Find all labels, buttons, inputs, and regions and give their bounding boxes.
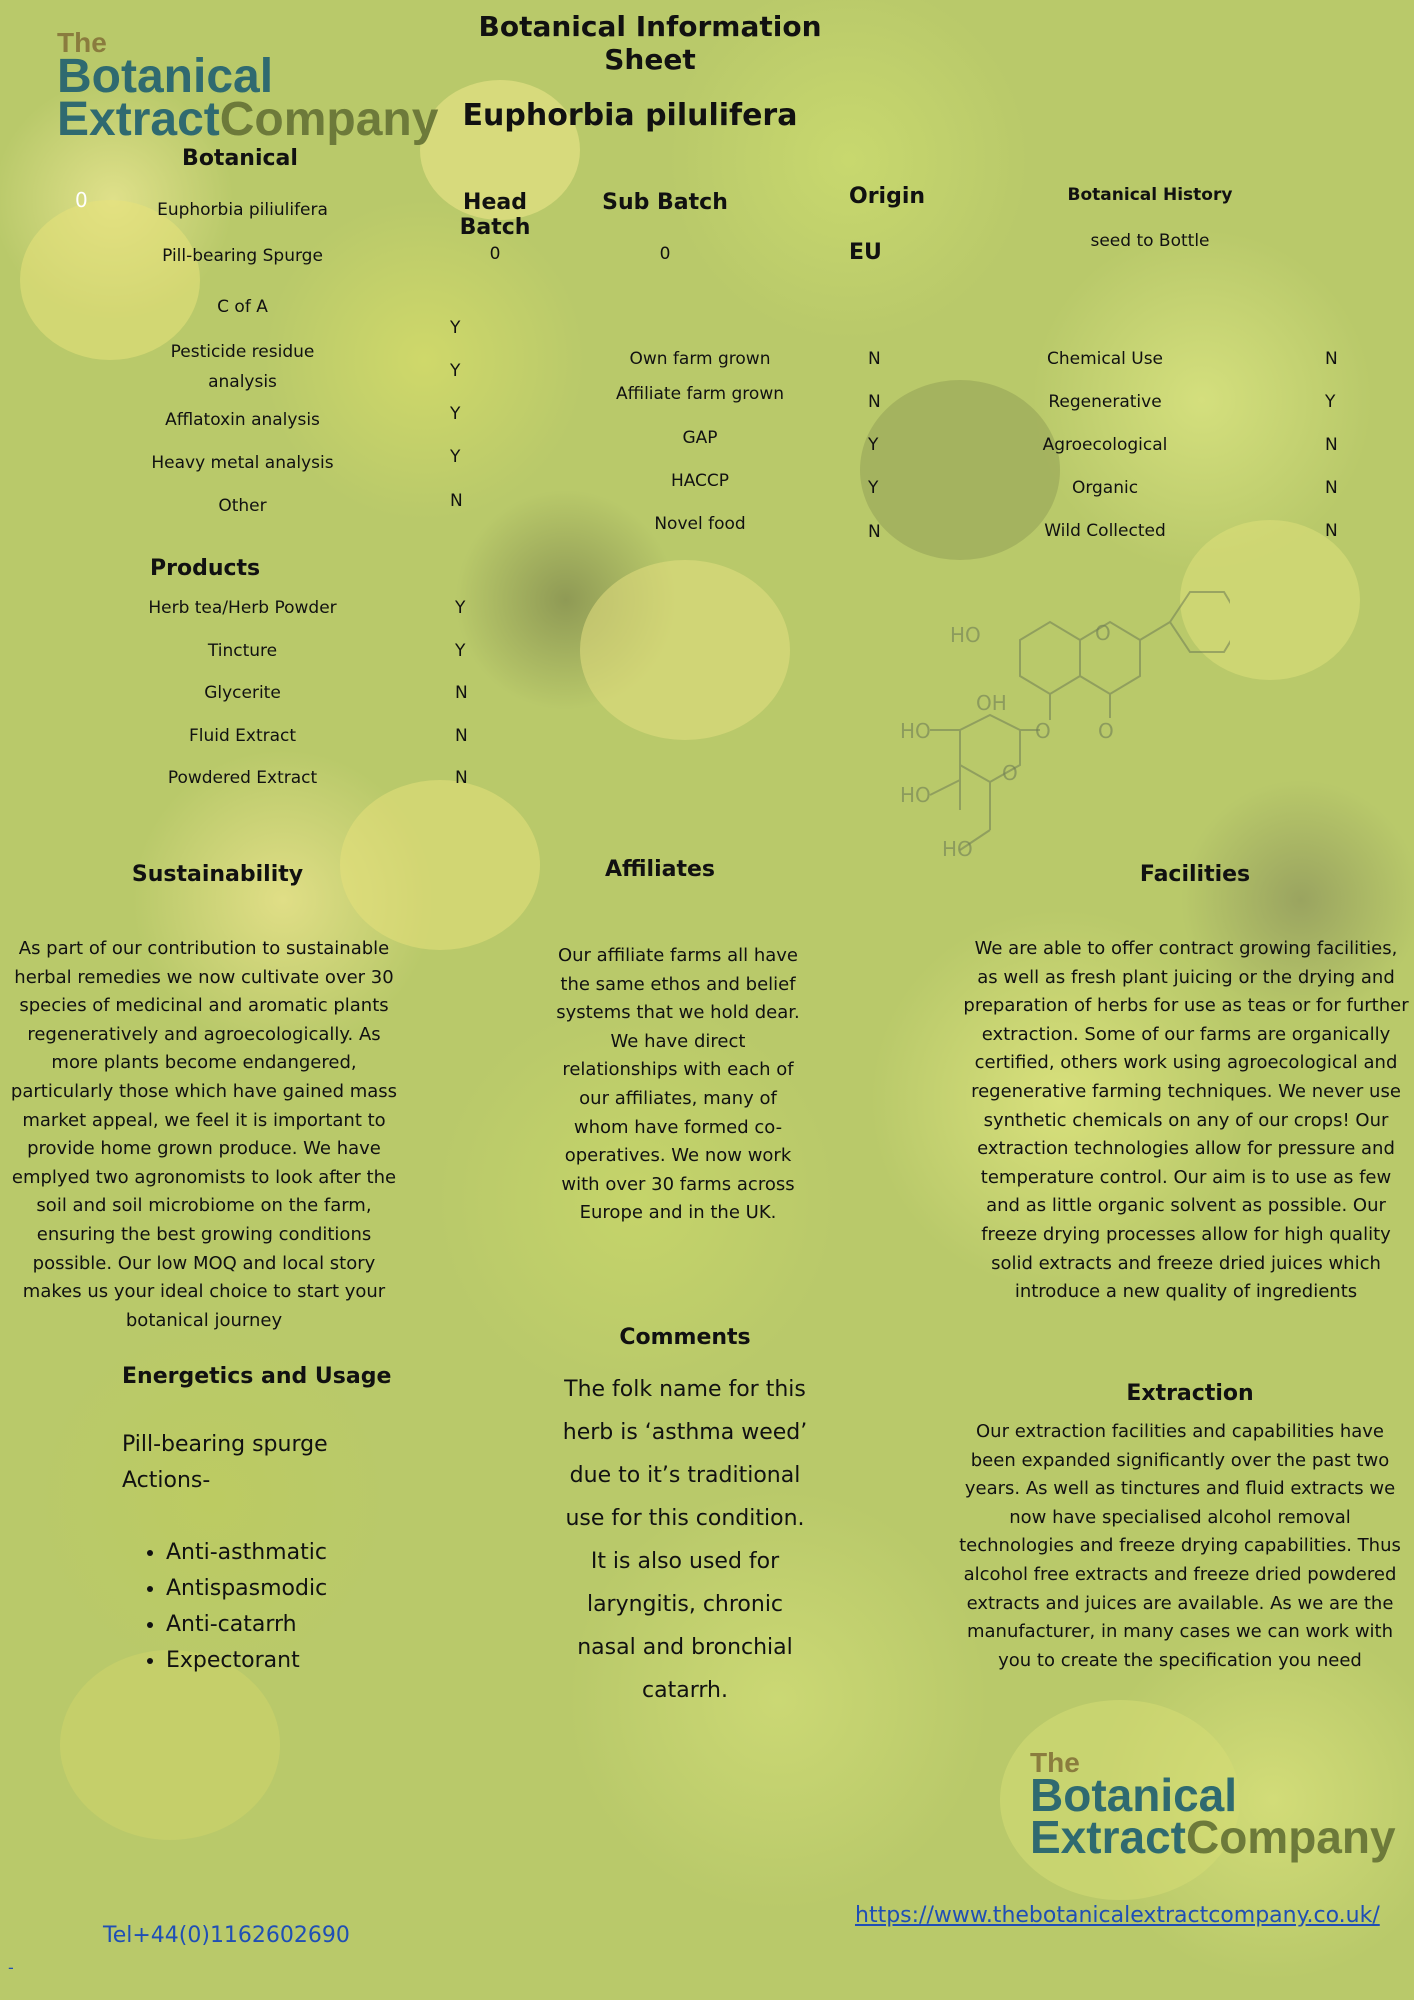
practice-label-organic: Organic [1071,478,1139,498]
product-value-glycerite: N [455,683,468,703]
energetics-heading: Energetics and Usage [122,1364,392,1389]
farming-label-haccp: HACCP [670,471,730,491]
analysis-value-other: N [450,491,463,511]
practice-label-agroecological: Agroecological [1042,435,1168,455]
logo-botanical: Botanical [1030,1769,1238,1822]
actions-list [122,1535,327,1679]
origin-value: EU [849,240,882,265]
practice-label-chemical: Chemical Use [1046,349,1164,369]
farming-value-affiliate: N [868,392,881,412]
comments-text: The folk name for this herb is ‘asthma weed’ due to it’s traditional use for this condition. It is also used for laryngitis, chronic nasal and bronchial catarrh. [562,1377,808,1703]
affiliates-heading: Affiliates [604,857,716,882]
facilities-text: We are able to offer contract growing facilities, as well as fresh plant juicing or the drying and preparation of herbs for use as teas or for further extraction. Some of our farms are organically certified, others work using agroecological and regenerative farming techniques. We never use synthetic chemicals on any of our crops! Our extraction technologies allow for pressure and temperature control. Our aim is to use as few and as little organic solvent as possible. Our freeze drying processes allow for high quality solid extracts and freeze dried juices which introduce a new quality of ingredients [963,938,1409,1303]
latin-name: Euphorbia piliulifera [157,200,328,220]
practice-value-wild: N [1325,521,1338,541]
sustainability-text: As part of our contribution to sustainable herbal remedies we now cultivate over 30 species of medicinal and aromatic plants regeneratively and agroecologically. As more plants become endangered, particularly those which have gained mass market appeal, we feel it is important to provide home grown produce. We have emplyed two agronomists to look after the soil and soil microbiome on the farm, ensuring the best growing conditions possible. Our low MOQ and local story makes us your ideal choice to start your botanical journey [10,938,398,1331]
farming-label-own: Own farm grown [629,349,771,369]
flavonoid-molecule-drawing [890,570,1230,870]
action-item: • Anti-asthmatic [166,1535,327,1571]
molecule-label-ho4: HO [942,837,973,861]
analysis-label-pesticide: Pesticide residue analysis [170,342,315,392]
molecule-label-o1: O [1095,621,1111,645]
logo-extract: Extract [1030,1810,1186,1863]
products-heading: Products [150,556,261,581]
logo-the: The [1030,1747,1080,1778]
molecule-label-o4: O [1002,761,1018,785]
facilities-heading: Facilities [1139,862,1251,887]
origin-label: Origin [849,184,926,209]
footer-dash: - [8,1958,14,1977]
molecule-label-ho2: HO [900,719,931,743]
farming-value-novel: N [868,522,881,542]
product-label-tincture: Tincture [207,641,278,661]
action-item: • Expectorant [166,1643,327,1679]
logo-botanical: Botanical [57,50,274,104]
website-link[interactable]: https://www.thebotanicalextractcompany.co.uk/ [855,1903,1380,1928]
analysis-value-pesticide: Y [450,361,461,381]
extraction-heading: Extraction [1126,1381,1254,1406]
sustainability-heading: Sustainability [131,862,304,887]
molecule-label-o3: O [1098,719,1114,743]
product-label-powdered-extract: Powdered Extract [167,768,318,788]
extraction-text: Our extraction facilities and capabilities have been expanded significantly over the past two years. As well as tinctures and fluid extracts we now have specialised alcohol removal technologies and freeze drying capabilities. Thus alcohol free extracts and freeze dried powdered extracts and juices are available. As we are the manufacturer, in many cases we can work with you to create the specification you need [959,1421,1401,1671]
sub-batch-value: 0 [659,244,671,264]
logo-company: Company [219,93,439,147]
analysis-label-other: Other [218,496,267,516]
practice-value-regenerative: Y [1325,392,1336,412]
practice-value-organic: N [1325,478,1338,498]
product-value-fluid-extract: N [455,726,468,746]
molecule-label-oh: OH [976,691,1007,715]
product-value-powdered-extract: N [455,768,468,788]
common-name: Pill-bearing Spurge [162,246,323,266]
product-label-herb-tea: Herb tea/Herb Powder [148,598,337,618]
species-title: Euphorbia pilulifera [462,98,798,133]
action-item: • Anti-catarrh [166,1607,327,1643]
logo-company: Company [1185,1810,1396,1863]
action-item: • Antispasmodic [166,1571,327,1607]
logo-the: The [57,27,107,58]
farming-label-gap: GAP [682,428,718,448]
practice-value-chemical: N [1325,349,1338,369]
product-value-herb-tea: Y [455,598,466,618]
energetics-line-1: Pill-bearing spurge [122,1432,328,1457]
analysis-label-heavy-metal: Heavy metal analysis [151,453,334,473]
botanical-heading: Botanical [182,146,298,171]
history-label: Botanical History [1067,185,1233,205]
zero-marker: 0 [75,188,88,212]
farming-value-haccp: Y [868,478,879,498]
history-value: seed to Bottle [1090,231,1210,251]
farming-label-affiliate: Affiliate farm grown [616,384,784,404]
energetics-line-2: Actions- [122,1468,211,1493]
telephone-number: Tel+44(0)1162602690 [103,1923,350,1948]
molecule-label-ho1: HO [950,623,981,647]
logo-extract: Extract [57,93,220,147]
analysis-value-coa: Y [450,318,461,338]
affiliates-text: Our affiliate farms all have the same ethos and belief systems that we hold dear. We have direct relationships with each of our affiliates, many of whom have formed co-operatives. We now work with over 30 farms across Europe and in the UK. [556,945,800,1224]
farming-label-novel: Novel food [654,514,746,534]
analysis-label-afflatoxin: Afflatoxin analysis [165,410,320,430]
molecule-label-o2: O [1035,719,1051,743]
product-value-tincture: Y [455,641,466,661]
comments-heading: Comments [619,1325,751,1350]
practice-value-agroecological: N [1325,435,1338,455]
practice-label-wild: Wild Collected [1044,521,1166,541]
analysis-label-coa: C of A [217,297,268,317]
product-label-fluid-extract: Fluid Extract [188,726,297,746]
sub-batch-label: Sub Batch [602,190,728,215]
head-batch-value: 0 [489,244,501,264]
head-batch-label: Head Batch [459,190,531,240]
molecule-label-ho3: HO [900,783,931,807]
company-logo-top [57,27,439,147]
farming-value-own: N [868,349,881,369]
page-title: Botanical Information Sheet [478,10,822,76]
practice-label-regenerative: Regenerative [1048,392,1162,412]
product-label-glycerite: Glycerite [204,683,281,703]
farming-value-gap: Y [868,435,879,455]
analysis-value-heavy-metal: Y [450,447,461,467]
company-logo-bottom [1030,1747,1396,1863]
analysis-value-afflatoxin: Y [450,404,461,424]
